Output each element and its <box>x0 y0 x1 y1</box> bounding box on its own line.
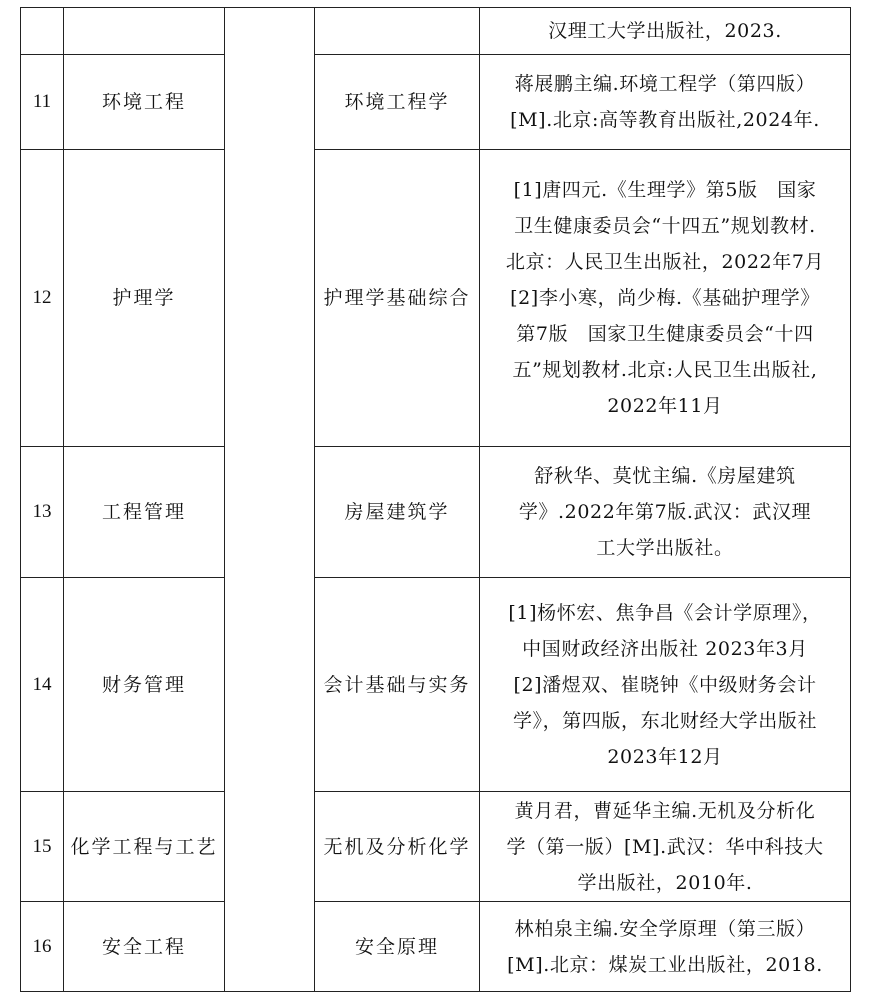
subject-cell: 会计基础与实务 <box>315 578 480 792</box>
reference-line: 汉理工大学出版社，2023. <box>548 20 782 42</box>
major-cell: 财务管理 <box>64 578 225 792</box>
reference-line: 舒秋华、莫忧主编.《房屋建筑 <box>534 465 796 487</box>
reference-line: 卫生健康委员会“十四五”规划教材. <box>514 215 816 237</box>
subject-cell: 护理学基础综合 <box>315 150 480 447</box>
table-row <box>21 902 851 992</box>
table-row <box>21 8 851 55</box>
reference-cell <box>480 578 851 792</box>
reference-line: 北京：人民卫生出版社，2022年7月 <box>505 251 825 273</box>
reference-line: 黄月君，曹延华主编.无机及分析化 <box>514 799 816 822</box>
reference-line: 第7版 国家卫生健康委员会“十四 <box>516 323 814 345</box>
reference-cell <box>480 150 851 447</box>
reference-cell <box>480 55 851 150</box>
subject-cell <box>315 8 480 55</box>
reference-line: 学》.2022年第7版.武汉：武汉理 <box>518 501 812 523</box>
reference-cell <box>480 447 851 578</box>
reference-line: [M].北京:高等教育出版社,2024年. <box>510 109 820 131</box>
reference-cell <box>480 902 851 992</box>
reference-line: 蒋展鹏主编.环境工程学（第四版） <box>514 73 816 95</box>
major-cell: 工程管理 <box>64 447 225 578</box>
subject-cell: 环境工程学 <box>315 55 480 150</box>
table-row <box>21 578 851 792</box>
reference-line: 五”规划教材.北京:人民卫生出版社, <box>512 359 818 381</box>
major-cell: 护理学 <box>64 150 225 447</box>
reference-line: 学（第一版）[M].武汉：华中科技大 <box>506 835 824 858</box>
reference-line: [2]李小寒，尚少梅.《基础护理学》 <box>510 287 820 309</box>
reference-line: [2]潘煜双、崔晓钟《中级财务会计 <box>513 673 817 696</box>
reference-line: 学出版社，2010年. <box>577 871 753 894</box>
reference-line: 学》，第四版，东北财经大学出版社 <box>512 709 818 732</box>
row-number <box>21 8 64 55</box>
reference-line: 2023年12月 <box>607 745 723 768</box>
table-row <box>21 55 851 150</box>
reference-cell <box>480 792 851 902</box>
reference-line: [1]杨怀宏、焦争昌《会计学原理》， <box>508 601 822 624</box>
table-row <box>21 447 851 578</box>
row-number: 14 <box>21 578 64 792</box>
row-number: 15 <box>21 792 64 902</box>
reference-line: [M].北京：煤炭工业出版社，2018. <box>507 953 823 976</box>
table-row <box>21 150 851 447</box>
subject-cell: 无机及分析化学 <box>315 792 480 902</box>
subject-cell: 房屋建筑学 <box>315 447 480 578</box>
reference-line: [1]唐四元.《生理学》第5版 国家 <box>513 179 817 201</box>
exam-reference-table <box>20 7 851 992</box>
row-number: 13 <box>21 447 64 578</box>
merged-empty-column <box>225 8 315 992</box>
row-number: 12 <box>21 150 64 447</box>
row-number: 16 <box>21 902 64 992</box>
subject-cell: 安全原理 <box>315 902 480 992</box>
reference-line: 工大学出版社。 <box>596 537 734 559</box>
reference-line: 中国财政经济出版社 2023年3月 <box>522 637 808 660</box>
major-cell <box>64 8 225 55</box>
major-cell: 环境工程 <box>64 55 225 150</box>
reference-cell <box>480 8 851 55</box>
major-cell: 化学工程与工艺 <box>64 792 225 902</box>
reference-line: 林柏泉主编.安全学原理（第三版） <box>514 917 816 940</box>
reference-line: 2022年11月 <box>607 395 723 417</box>
major-cell: 安全工程 <box>64 902 225 992</box>
table-row <box>21 792 851 902</box>
row-number: 11 <box>21 55 64 150</box>
